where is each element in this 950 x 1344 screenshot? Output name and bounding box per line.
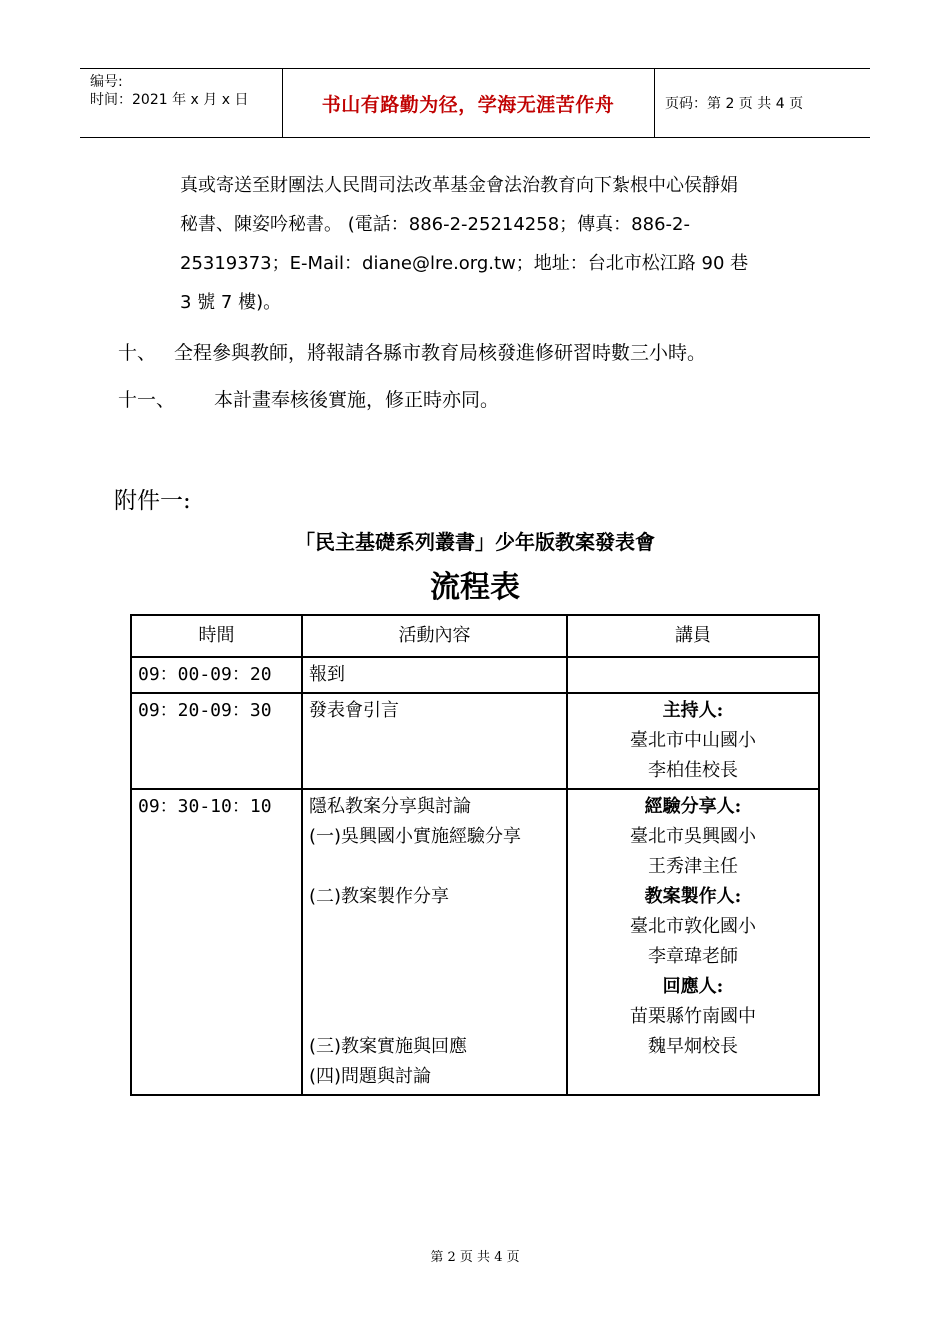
speaker-cell <box>567 657 819 693</box>
speaker-school: 臺北市吳興國小 <box>630 826 756 847</box>
intro-paragraph <box>180 166 840 322</box>
intro-line: 秘書、陳姿吟秘書。 (電話：886-2-25214258；傳真：886-2- <box>180 214 690 235</box>
time-cell: 09：30-10：10 <box>131 789 302 1095</box>
intro-line: 25319373；E-Mail：diane@lre.org.tw；地址：台北市松江路 90 巷 <box>180 253 749 274</box>
activity-line: (三)教案實施與回應 <box>309 1036 468 1057</box>
item-number: 十、 <box>118 342 157 364</box>
header-motto-cell <box>282 69 655 137</box>
speaker-role: 教案製作人: <box>644 886 742 907</box>
page-label: 页码：第 2 页 共 4 页 <box>665 96 804 112</box>
activity-line: (四)問題與討論 <box>309 1066 432 1087</box>
header-page-cell <box>655 69 870 137</box>
column-header-time: 時間 <box>131 615 302 657</box>
speaker-name: 李柏佳校長 <box>648 760 738 781</box>
motto: 书山有路勤为径，学海无涯苦作舟 <box>321 93 615 116</box>
table-row <box>131 657 819 693</box>
item-number: 十一、 <box>118 389 176 411</box>
item-text: 本計畫奉核後實施，修正時亦同。 <box>214 389 500 411</box>
activity-line: (二)教案製作分享 <box>309 886 450 907</box>
list-item <box>118 385 499 412</box>
speaker-name: 魏早炯校長 <box>648 1036 738 1057</box>
header-meta <box>80 69 283 137</box>
activity-cell: 發表會引言 <box>302 693 567 789</box>
list-item <box>118 338 706 365</box>
speaker-school: 臺北市敦化國小 <box>630 916 756 937</box>
speaker-school: 臺北市中山國小 <box>630 730 756 751</box>
page-footer: 第 2 页 共 4 页 <box>430 1250 520 1265</box>
activity-line: 隱私教案分享與討論 <box>309 796 471 817</box>
speaker-name: 王秀津主任 <box>648 856 738 877</box>
speaker-cell <box>567 789 819 1095</box>
column-header-speaker: 講員 <box>567 615 819 657</box>
speaker-role: 經驗分享人: <box>644 796 742 817</box>
schedule-title: 流程表 <box>430 570 520 605</box>
column-header-activity: 活動內容 <box>302 615 567 657</box>
schedule-table <box>130 614 820 1096</box>
time-cell: 09：00-09：20 <box>131 657 302 693</box>
table-header-row <box>131 615 819 657</box>
date-label: 时间：2021 年 x 月 x 日 <box>90 92 249 108</box>
page-header <box>80 68 870 138</box>
intro-line: 3 號 7 樓)。 <box>180 292 282 313</box>
attachment-label: 附件一: <box>114 488 191 514</box>
speaker-role: 回應人: <box>662 976 724 997</box>
speaker-name: 李章瑋老師 <box>648 946 738 967</box>
speaker-cell <box>567 693 819 789</box>
schedule-subtitle: 「民主基礎系列叢書」少年版教案發表會 <box>295 530 655 554</box>
speaker-role: 主持人: <box>662 700 724 721</box>
table-row <box>131 693 819 789</box>
intro-line: 真或寄送至財團法人民間司法改革基金會法治教育向下紮根中心侯靜娟 <box>180 175 738 196</box>
activity-cell: 報到 <box>302 657 567 693</box>
item-text: 全程參與教師，將報請各縣市教育局核發進修研習時數三小時。 <box>174 342 707 364</box>
activity-line: (一)吳興國小實施經驗分享 <box>309 826 522 847</box>
activity-cell <box>302 789 567 1095</box>
speaker-school: 苗栗縣竹南國中 <box>630 1006 756 1027</box>
time-cell: 09：20-09：30 <box>131 693 302 789</box>
number-label: 编号: <box>90 74 123 90</box>
table-row <box>131 789 819 1095</box>
